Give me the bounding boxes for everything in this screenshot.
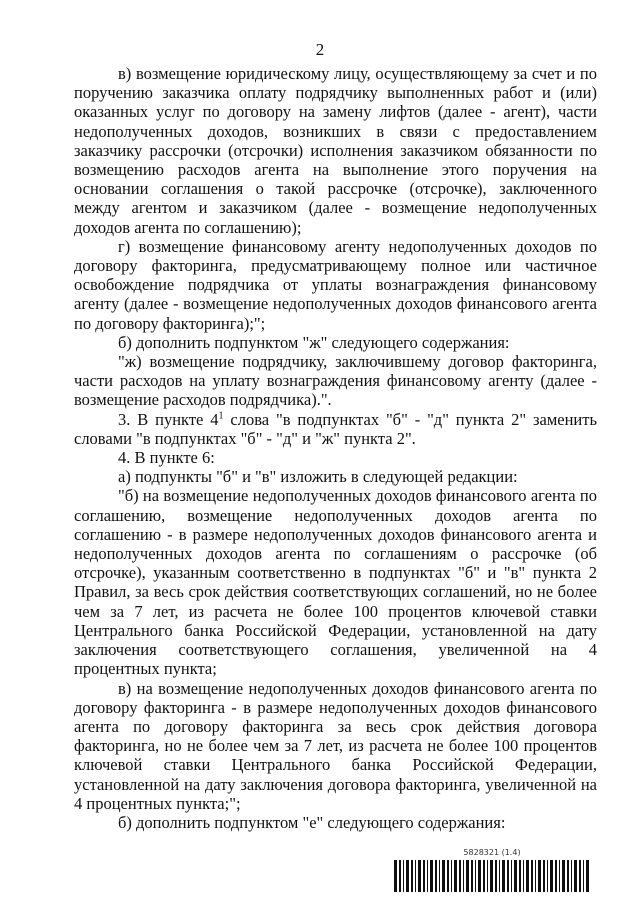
barcode-bar <box>475 860 476 892</box>
barcode-bar <box>559 860 560 892</box>
barcode-bar <box>511 860 512 892</box>
barcode-bar <box>567 860 569 892</box>
barcode-bar <box>574 860 577 892</box>
barcode-bar <box>406 860 409 892</box>
barcode-bar <box>490 860 493 892</box>
barcode-bar <box>415 860 416 892</box>
barcode-bar <box>502 860 505 892</box>
barcode-bar <box>499 860 500 892</box>
barcode-bar <box>526 860 529 892</box>
paragraph-new-v: в) на возмещение недополученных доходов финансового агента по договору факторинга - в размере недополученных доходов финансового агента по договору факторинга за весь срок действия договора факторинга, но не более чем за 7 лет, из расчета не более 100 процентов ключевой ставки Центрального банка Российской Федерации, установленной на дату заключения договора факторинга, увеличенной на 4 процентных пункта;"; <box>74 678 597 813</box>
document-barcode <box>392 848 592 894</box>
barcode-bar <box>543 860 545 892</box>
paragraph-b-add-zh: б) дополнить подпунктом "ж" следующего содержания: <box>118 332 510 352</box>
barcode-bar <box>430 860 433 892</box>
barcode-bar <box>394 860 397 892</box>
barcode-bar <box>418 860 421 892</box>
barcode-image <box>392 860 592 892</box>
barcode-bar <box>403 860 404 892</box>
barcode-bar <box>454 860 457 892</box>
barcode-bar <box>411 860 413 892</box>
barcode-bar <box>583 860 584 892</box>
barcode-bar <box>547 860 548 892</box>
barcode-bar <box>562 860 565 892</box>
paragraph-item-4: 4. В пункте 6: <box>118 448 215 468</box>
barcode-bar <box>439 860 440 892</box>
barcode-bar <box>514 860 517 892</box>
barcode-bar <box>519 860 521 892</box>
barcode-bar <box>451 860 452 892</box>
barcode-bar <box>586 860 589 892</box>
item-3-superscript: 1 <box>218 410 224 422</box>
barcode-bar <box>423 860 425 892</box>
paragraph-zh: "ж) возмещение подрядчику, заключившему договор факторинга, части расходов на уплату вознаграждения финансовому агенту (далее - возмещение расходов подрядчика).". <box>74 352 597 410</box>
item-3-text-start: 3. В пункте 4 <box>118 409 219 429</box>
barcode-bar <box>487 860 488 892</box>
barcode-bar <box>538 860 541 892</box>
paragraph-g: г) возмещение финансовому агенту недополученных доходов по договору факторинга, предусматривающему полное или частичное освобождение подрядчика от уплаты вознаграждения финансовому агенту (далее - возмещение недополученных доходов финансового агента по договору факторинга);"; <box>74 236 597 333</box>
barcode-bar <box>531 860 533 892</box>
barcode-bar <box>466 860 469 892</box>
barcode-bar <box>442 860 445 892</box>
barcode-bar <box>463 860 464 892</box>
barcode-bar <box>447 860 449 892</box>
page-number: 2 <box>315 40 325 59</box>
barcode-bar <box>495 860 497 892</box>
barcode-bar <box>507 860 509 892</box>
barcode-bar <box>483 860 485 892</box>
barcode-bar <box>535 860 536 892</box>
barcode-bar <box>579 860 581 892</box>
paragraph-v: в) возмещение юридическому лицу, осуществляющему за счет и по поручению заказчика оплату подрядчику выполненных работ и (или) оказанных услуг по договору на замену лифтов (далее - агент), части недополученных доходов, возникших в связи с предоставлением заказчику рассрочки (отсрочки) исполнения заказчиком обязанности по возмещению расходов агента на выполнение этого поручения на основании соглашения о такой рассрочке (отсрочке), заключенного между агентом и заказчиком (далее - возмещение недополученных доходов агента по соглашению); <box>74 64 597 237</box>
barcode-bar <box>435 860 437 892</box>
paragraph-b-add-e: б) дополнить подпунктом "е" следующего содержания: <box>118 812 506 832</box>
paragraph-item-3 <box>74 410 597 448</box>
barcode-label: 5828321 (1.4) <box>463 848 521 857</box>
barcode-bar <box>427 860 428 892</box>
barcode-bar <box>399 860 401 892</box>
barcode-bar <box>571 860 572 892</box>
paragraph-a: а) подпункты "б" и "в" изложить в следующей редакции: <box>118 467 518 487</box>
barcode-bar <box>523 860 524 892</box>
item-3-text-end: слова "в подпунктах "б" - "д" пункта 2" заменить словами "в подпунктах "б" - "д" и "ж" пункта 2". <box>74 409 597 448</box>
barcode-bar <box>550 860 553 892</box>
barcode-bar <box>478 860 481 892</box>
paragraph-new-b: "б) на возмещение недополученных доходов финансового агента по соглашению, возмещение недополученных доходов агента по соглашению - в размере недополученных доходов финансового агента и недополученных доходов агента по соглашениям о рассрочке (об отсрочке), указанным соответственно в подпунктах "б" и "в" пункта 2 Правил, за весь срок действия соответствующих соглашений, но не более чем за 7 лет, из расчета не более 100 процентов ключевой ставки Центрального банка Российской Федерации, установленной на дату заключения соответствующего соглашения, увеличенной на 4 процентных пункта; <box>74 486 597 679</box>
barcode-bar <box>471 860 473 892</box>
barcode-bar <box>459 860 461 892</box>
document-body <box>74 64 597 832</box>
barcode-bar <box>555 860 557 892</box>
